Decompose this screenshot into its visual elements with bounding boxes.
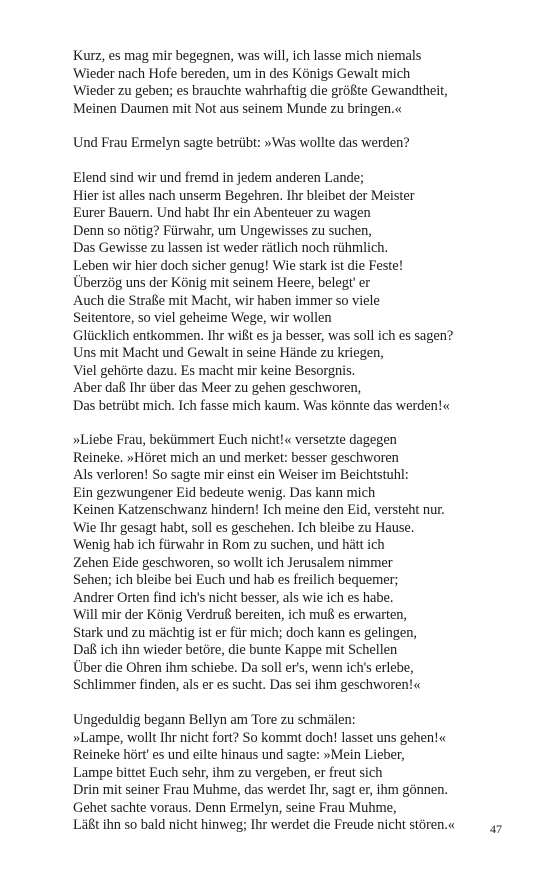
text-line: Und Frau Ermelyn sagte betrübt: »Was wollte das werden? [73, 135, 410, 152]
text-line: »Liebe Frau, bekümmert Euch nicht!« versetzte dagegen [73, 432, 397, 449]
text-line: Läßt ihn so bald nicht hinweg; Ihr werdet die Freude nicht stören.« [73, 817, 455, 834]
text-line: Andrer Orten find ich's nicht besser, als wie ich es habe. [73, 589, 394, 606]
text-line: Das betrübt mich. Ich fasse mich kaum. Was könnte das werden!« [73, 397, 450, 414]
text-line: Als verloren! So sagte mir einst ein Weiser im Beichtstuhl: [73, 467, 409, 484]
text-line: Sehen; ich bleibe bei Euch und hab es freilich bequemer; [73, 572, 399, 589]
text-line: Eurer Bauern. Und habt Ihr ein Abenteuer zu wagen [73, 205, 371, 222]
text-line: Überzög uns der König mit seinem Heere, belegt' er [73, 275, 370, 292]
stanza [73, 712, 513, 835]
text-line: Seitentore, so viel geheime Wege, wir wollen [73, 310, 332, 327]
text-line: Schlimmer finden, als er es sucht. Das sei ihm geschworen!« [73, 677, 421, 694]
text-line: Über die Ohren ihm schiebe. Da soll er's, wenn ich's erlebe, [73, 659, 414, 676]
text-line: Reineke. »Höret mich an und merket: besser geschworen [73, 449, 399, 466]
text-line: Leben wir hier doch sicher genug! Wie stark ist die Feste! [73, 257, 404, 274]
text-line: Wenig hab ich fürwahr in Rom zu suchen, und hätt ich [73, 537, 385, 554]
text-line: Glücklich entkommen. Ihr wißt es ja besser, was soll ich es sagen? [73, 327, 454, 344]
text-line: Lampe bittet Euch sehr, ihm zu vergeben, er freut sich [73, 764, 383, 781]
text-line: Wieder nach Hofe bereden, um in des Königs Gewalt mich [73, 65, 411, 82]
text-line: Hier ist alles nach unserm Begehren. Ihr bleibet der Meister [73, 187, 415, 204]
stanza [73, 135, 513, 153]
text-line: Auch die Straße mit Macht, wir haben immer so viele [73, 292, 380, 309]
text-line: Ungeduldig begann Bellyn am Tore zu schmälen: [73, 712, 356, 729]
text-line: Wieder zu geben; es brauchte wahrhaftig die größte Gewandtheit, [73, 83, 448, 99]
text-line: »Lampe, wollt Ihr nicht fort? So kommt doch! lasset uns gehen!« [73, 729, 446, 746]
text-line: Gehet sachte voraus. Denn Ermelyn, seine Frau Muhme, [73, 799, 397, 816]
stanza [73, 432, 513, 695]
page-number: 47 [490, 822, 502, 836]
text-line: Wie Ihr gesagt habt, soll es geschehen. Ich bleibe zu Hause. [73, 519, 415, 536]
text-line: Keinen Katzenschwanz hindern! Ich meine den Eid, versteht nur. [73, 502, 445, 519]
text-line: Denn so nötig? Fürwahr, um Ungewisses zu suchen, [73, 222, 372, 239]
text-line: Das Gewisse zu lassen ist weder rätlich noch rühmlich. [73, 240, 389, 257]
stanza [73, 170, 513, 415]
text-line: Uns mit Macht und Gewalt in seine Hände zu kriegen, [73, 345, 384, 362]
stanza [73, 48, 513, 118]
text-line: Reineke hört' es und eilte hinaus und sagte: »Mein Lieber, [73, 747, 405, 764]
text-line: Meinen Daumen mit Not aus seinem Munde zu bringen.« [73, 100, 402, 117]
text-line: Viel gehörte dazu. Es macht mir keine Besorgnis. [73, 362, 356, 379]
text-line: Will mir der König Verdruß bereiten, ich muß es erwarten, [73, 607, 407, 624]
text-line: Ein gezwungener Eid bedeute wenig. Das kann mich [73, 484, 376, 501]
text-line: Stark und zu mächtig ist er für mich; doch kann es gelingen, [73, 624, 417, 641]
text-line: Elend sind wir und fremd in jedem anderen Lande; [73, 170, 364, 187]
text-line: Drin mit seiner Frau Muhme, das werdet Ihr, sagt er, ihm gönnen. [73, 782, 448, 799]
text-line: Kurz, es mag mir begegnen, was will, ich lasse mich niemals [73, 48, 422, 64]
text-line: Daß ich ihn wieder betöre, die bunte Kappe mit Schellen [73, 642, 398, 659]
text-line: Zehen Eide geschworen, so wollt ich Jerusalem nimmer [73, 554, 393, 571]
text-line: Aber daß Ihr über das Meer zu gehen geschworen, [73, 380, 362, 397]
page-body [73, 48, 513, 852]
